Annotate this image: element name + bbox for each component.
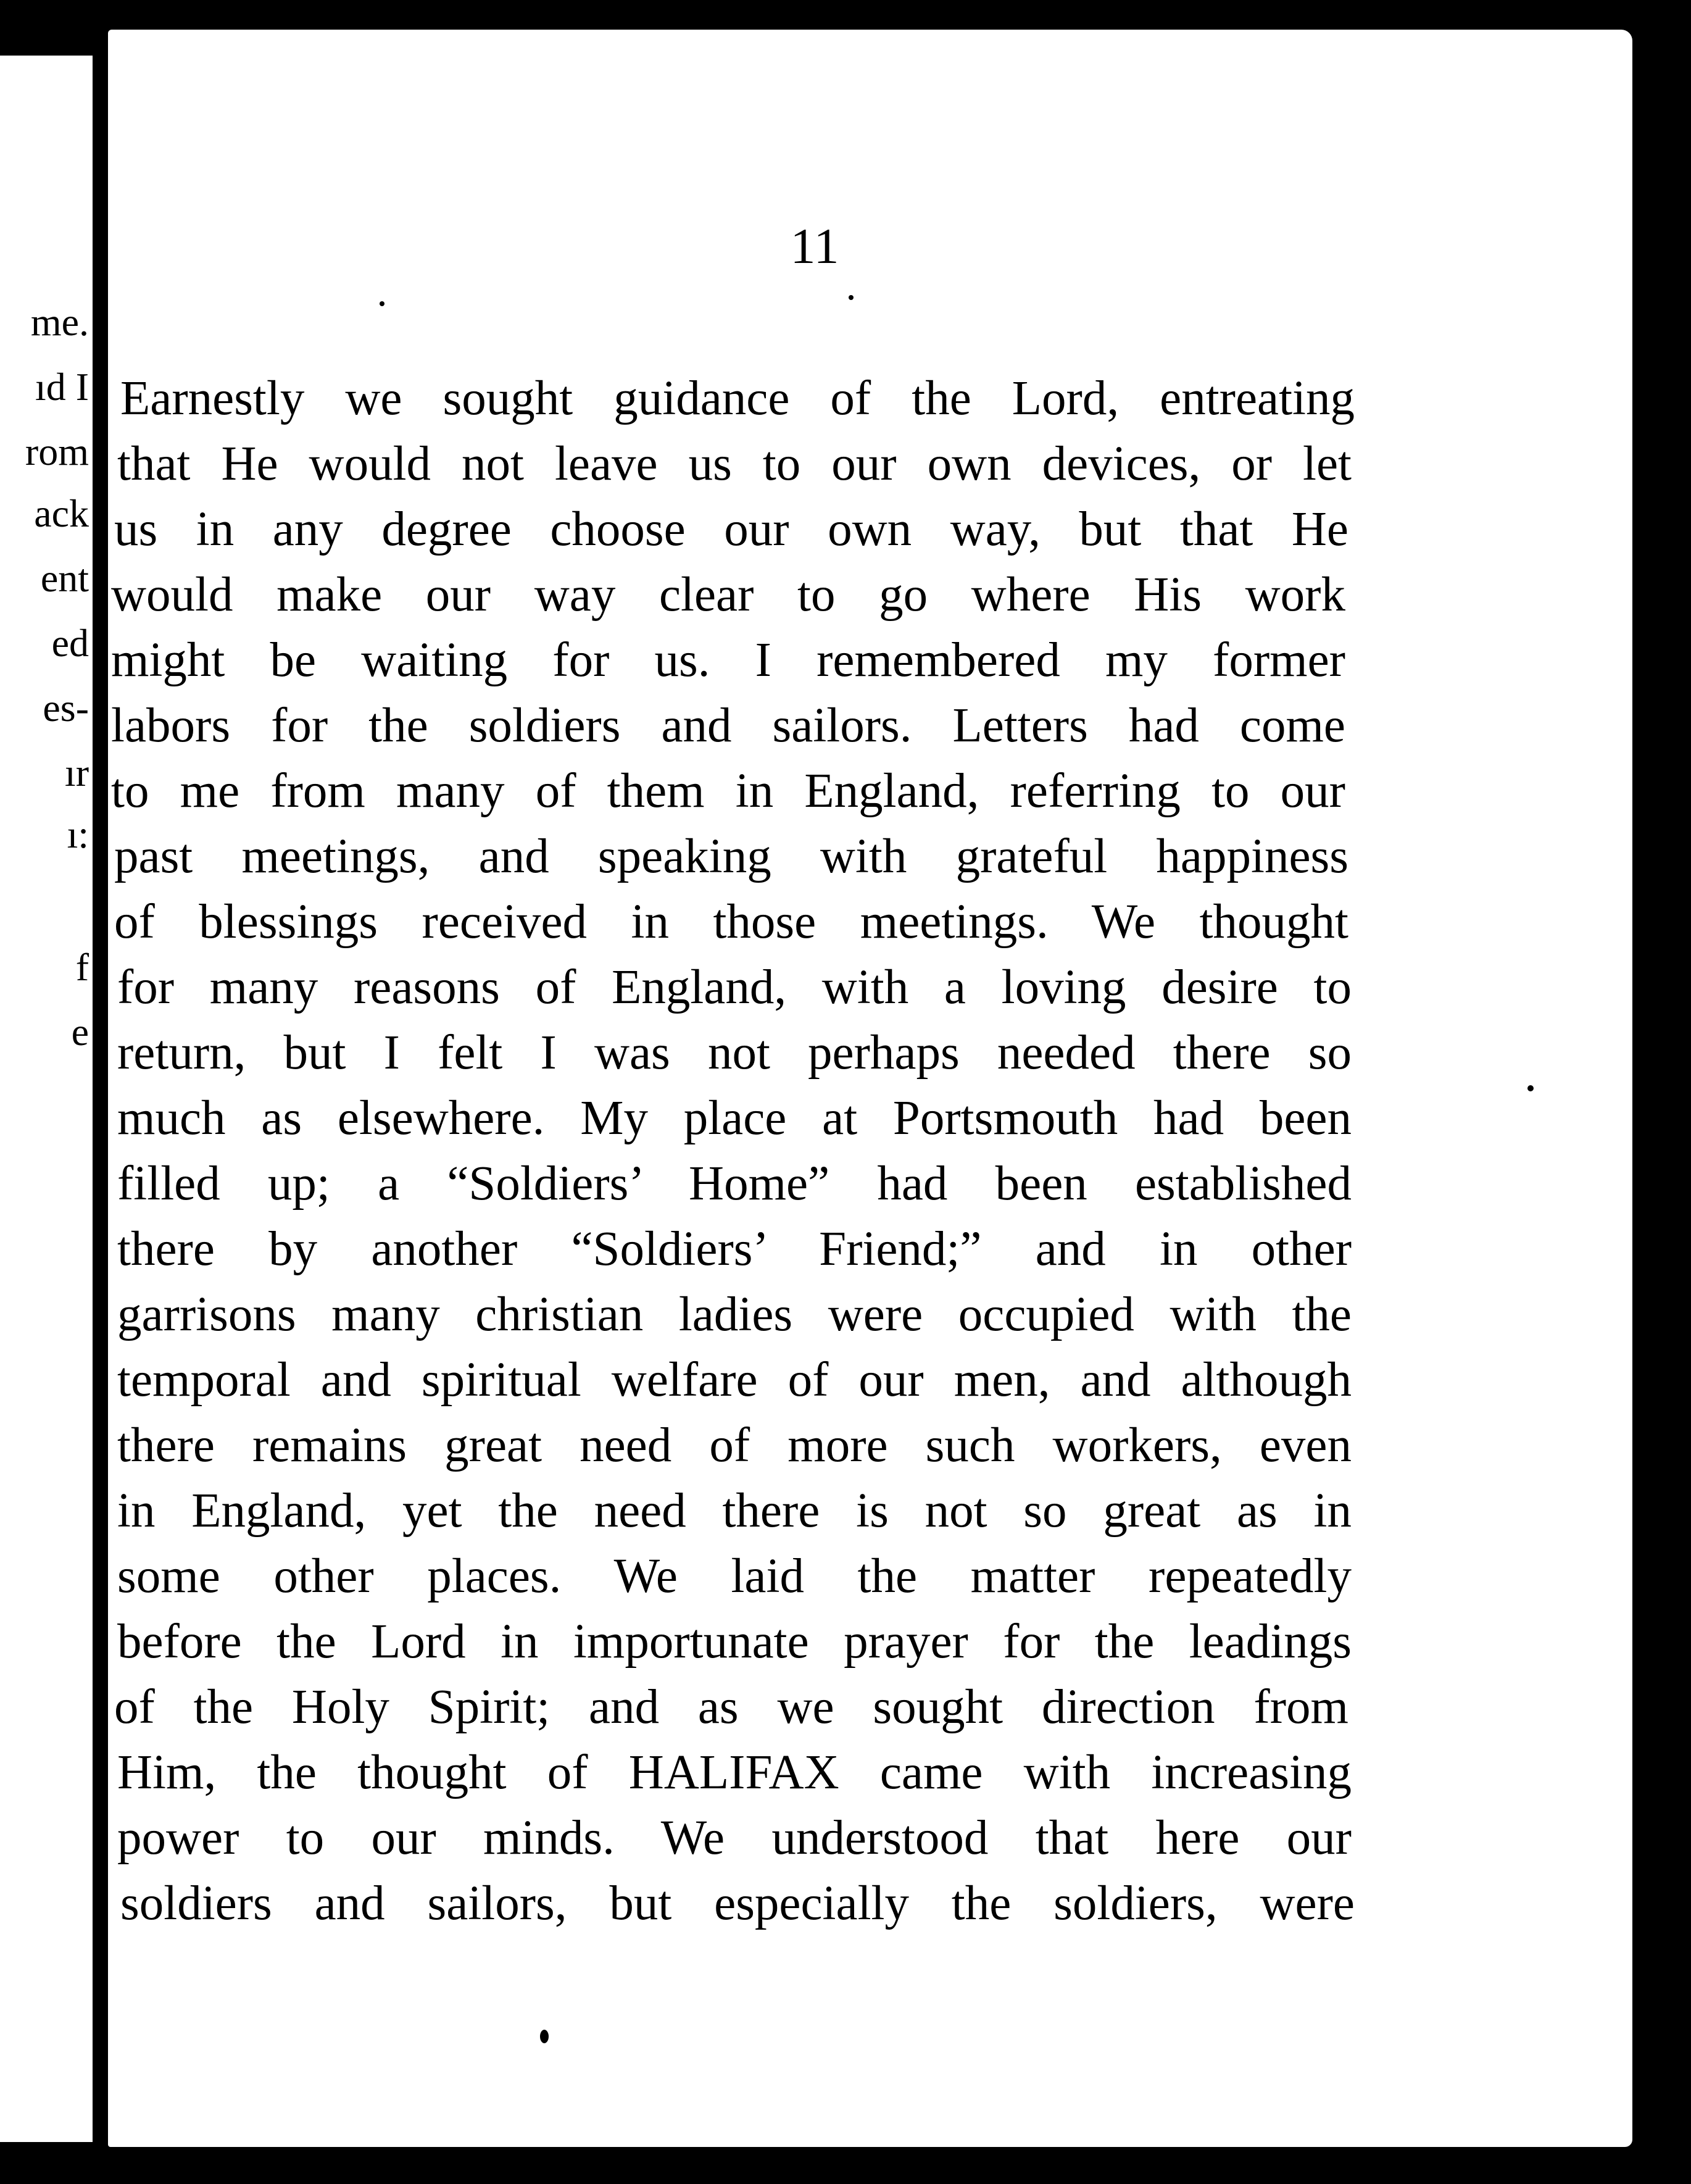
facing-page-fragment: me. bbox=[30, 300, 89, 344]
facing-page-fragment: f bbox=[75, 945, 89, 989]
text-line: before the Lord in importunate prayer for the leadings bbox=[117, 1615, 1352, 1669]
text-line: temporal and spiritual welfare of our men, and although bbox=[117, 1353, 1352, 1407]
text-line: to me from many of them in England, referring to our bbox=[111, 764, 1345, 818]
text-line: labors for the soldiers and sailors. Letters had come bbox=[111, 699, 1345, 752]
text-line: soldiers and sailors, but especially the soldiers, were bbox=[120, 1877, 1355, 1930]
facing-page-fragment: es- bbox=[43, 686, 89, 730]
ink-speck bbox=[1527, 1085, 1534, 1091]
text-line: might be waiting for us. I remembered my former bbox=[111, 633, 1345, 687]
facing-page-fragment: ack bbox=[34, 491, 89, 535]
text-line: would make our way clear to go where His work bbox=[111, 568, 1345, 622]
ink-speck bbox=[849, 295, 854, 300]
page-number: 11 bbox=[790, 218, 839, 274]
ink-speck bbox=[380, 301, 384, 306]
facing-page-fragment: ı: bbox=[67, 812, 89, 856]
facing-page-fragment: ıd I bbox=[35, 365, 89, 409]
text-line: filled up; a “Soldiers’ Home” had been established bbox=[117, 1157, 1352, 1211]
text-line: of the Holy Spirit; and as we sought direction from bbox=[114, 1680, 1348, 1734]
text-line: much as elsewhere. My place at Portsmouth had been bbox=[117, 1091, 1352, 1145]
facing-page-fragment: ent bbox=[40, 556, 89, 600]
book-page bbox=[108, 30, 1632, 2147]
facing-page-fragment: ır bbox=[64, 751, 89, 794]
text-line: Him, the thought of HALIFAX came with increasing bbox=[117, 1746, 1352, 1799]
facing-page-edge bbox=[0, 56, 93, 2142]
text-line: past meetings, and speaking with grateful happiness bbox=[114, 830, 1348, 883]
text-line: there remains great need of more such workers, even bbox=[117, 1419, 1352, 1472]
text-line: power to our minds. We understood that here our bbox=[117, 1811, 1352, 1865]
text-line: of blessings received in those meetings. We thought bbox=[114, 895, 1348, 949]
text-line: there by another “Soldiers’ Friend;” and in other bbox=[117, 1222, 1352, 1276]
ink-speck bbox=[540, 2030, 549, 2043]
text-line: for many reasons of England, with a loving desire to bbox=[117, 961, 1352, 1014]
text-line: Earnestly we sought guidance of the Lord, entreating bbox=[120, 372, 1355, 425]
text-line: that He would not leave us to our own devices, or let bbox=[117, 437, 1352, 491]
text-line: return, but I felt I was not perhaps needed there so bbox=[117, 1026, 1352, 1080]
facing-page-fragment: rom bbox=[25, 430, 89, 473]
text-line: garrisons many christian ladies were occupied with the bbox=[117, 1288, 1352, 1341]
facing-page-fragment: e bbox=[71, 1010, 89, 1054]
text-line: some other places. We laid the matter repeatedly bbox=[117, 1549, 1352, 1603]
facing-page-fragment: ed bbox=[51, 621, 89, 665]
text-line: us in any degree choose our own way, but that He bbox=[114, 502, 1348, 556]
text-line: in England, yet the need there is not so great as in bbox=[117, 1484, 1352, 1538]
